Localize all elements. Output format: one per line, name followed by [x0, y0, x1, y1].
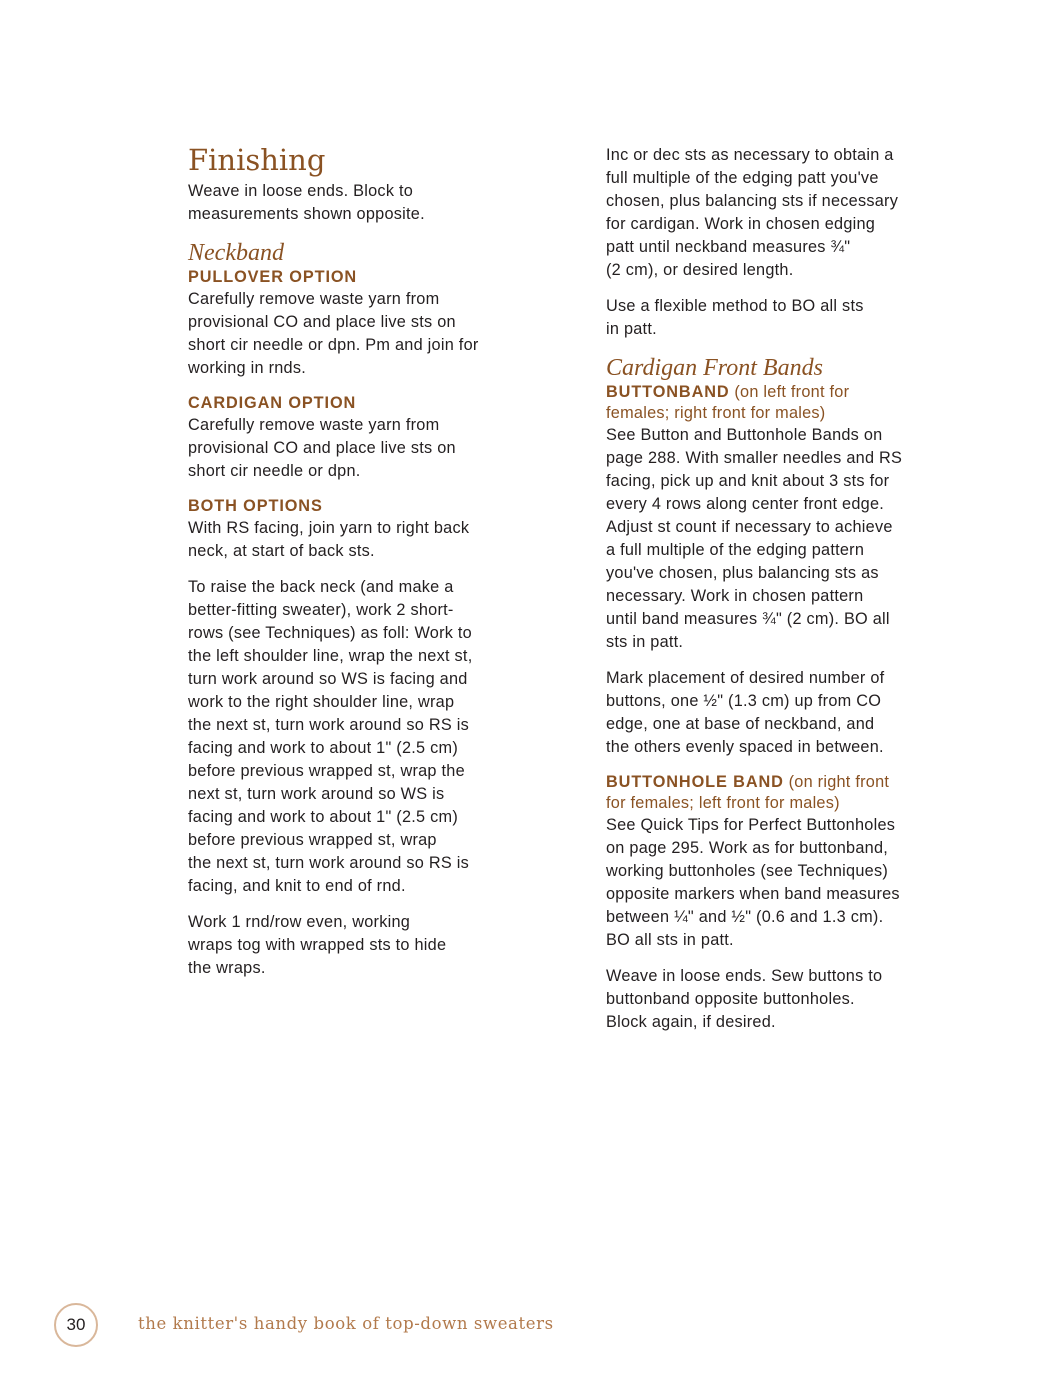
cardigan-option-label: CARDIGAN OPTION [188, 394, 357, 412]
buttonhole-band-label-text: BUTTONHOLE BAND [606, 773, 784, 791]
pullover-option-label: PULLOVER OPTION [188, 268, 358, 286]
buttonband-label-text: BUTTONBAND [606, 383, 730, 401]
final-weave-paragraph: Weave in loose ends. Sew buttons to buttonband opposite buttonholes. Block again, if desired. [606, 967, 883, 1031]
buttonband-paragraph: See Button and Buttonhole Bands on page 288. With smaller needles and RS facing, pick up and knit about 3 sts for every 4 rows along center front edge. Adjust st count if necessary to achieve a full multiple of the edging pattern you've chosen, plus balancing sts as necessary. Work in chosen pattern until band measures ¾" (2 cm). BO all sts in patt. [606, 426, 903, 651]
cardigan-option-paragraph: Carefully remove waste yarn from provisional CO and place live sts on short cir needle or dpn. [188, 416, 456, 480]
right-column [606, 144, 951, 1047]
buttonhole-band-qualifier: (on right front for females; left front for males) [606, 773, 890, 812]
finishing-paragraph: Weave in loose ends. Block to measurements shown opposite. [188, 182, 425, 223]
button-placement-paragraph: Mark placement of desired number of buttons, one ½" (1.3 cm) up from CO edge, one at base of neckband, and the others evenly spaced in between. [606, 669, 885, 756]
pullover-option-paragraph: Carefully remove waste yarn from provisional CO and place live sts on short cir needle or dpn. Pm and join for working in rnds. [188, 290, 479, 377]
neckband-heading: Neckband [188, 240, 284, 266]
page-number: 30 [54, 1303, 98, 1347]
finishing-heading: Finishing [188, 143, 326, 177]
work-even-paragraph: Work 1 rnd/row even, working wraps tog with wrapped sts to hide the wraps. [188, 913, 447, 977]
bind-off-paragraph: Use a flexible method to BO all sts in patt. [606, 297, 864, 338]
both-options-paragraph: With RS facing, join yarn to right back neck, at start of back sts. [188, 519, 470, 560]
both-options-label: BOTH OPTIONS [188, 497, 323, 515]
short-rows-paragraph: To raise the back neck (and make a better-fitting sweater), work 2 short- rows (see Techniques) as foll: Work to the left shoulder line, wrap the next st, turn work around so WS is facing and work to the right shoulder line, wrap the next st, turn work around so RS is facing and work to about 1" (2.5 cm) before previous wrapped st, wrap the next st, turn work around so WS is facing and work to about 1" (2.5 cm) before previous wrapped st, wrap the next st, turn work around so RS is facing, and knit to end of rnd. [188, 578, 473, 895]
buttonhole-band-label [606, 772, 951, 814]
inc-dec-paragraph: Inc or dec sts as necessary to obtain a full multiple of the edging patt you've chosen, plus balancing sts if necessary for cardigan. Work in chosen edging patt until neckband measures ¾" (2 cm), or desired length. [606, 146, 899, 279]
running-footer-title: the knitter's handy book of top-down sweaters [138, 1314, 554, 1333]
buttonband-qualifier: (on left front for females; right front for males) [606, 383, 850, 422]
left-column [188, 140, 533, 993]
buttonband-label [606, 382, 951, 424]
cardigan-front-bands-heading: Cardigan Front Bands [606, 355, 823, 381]
buttonhole-band-paragraph: See Quick Tips for Perfect Buttonholes on page 295. Work as for buttonband, working buttonholes (see Techniques) opposite markers when band measures between ¼" and ½" (0.6 and 1.3 cm). BO all sts in patt. [606, 816, 900, 949]
